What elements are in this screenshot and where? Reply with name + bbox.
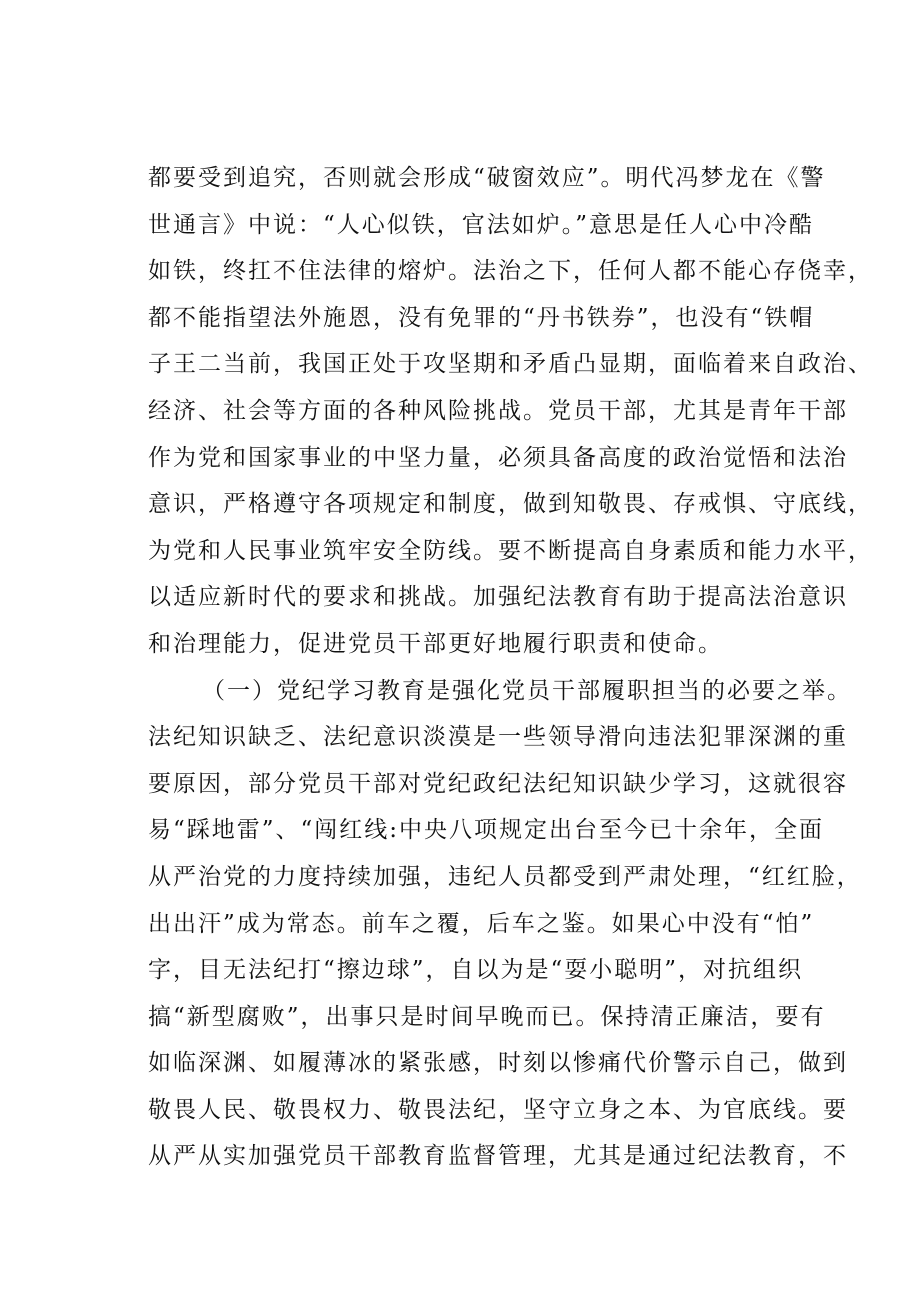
paragraph-1 — [148, 155, 873, 668]
body-text — [148, 155, 873, 1180]
text-line: 从严从实加强党员干部教育监督管理，尤其是通过纪法教育，不 — [148, 1143, 848, 1170]
text-line: 都要受到追究，否则就会形成“破窗效应”。明代冯梦龙在《警 — [148, 165, 826, 191]
text-line: 字，目无法纪打“擦边球”，自以为是“耍小聪明”，对抗组织 — [148, 957, 804, 984]
text-line: 世通言》中说：“人心似铁，官法如炉。”意思是任人心中冷酷 — [148, 211, 815, 238]
section-heading-line: （一）党纪学习教育是强化党员干部履职担当的必要之举。 — [202, 677, 852, 704]
text-line: 子王二当前，我国正处于攻坚期和矛盾凸显期，面临着来自政治、 — [148, 351, 873, 378]
text-line: 敬畏人民、敬畏权力、敬畏法纪，坚守立身之本、为官底线。要 — [148, 1096, 848, 1123]
text-line: 和治理能力，促进党员干部更好地履行职责和使命。 — [148, 630, 723, 657]
text-line: 如铁，终扛不住法律的熔炉。法治之下，任何人都不能心存侥幸， — [148, 258, 873, 285]
text-line: 作为党和国家事业的中坚力量，必须具备高度的政治觉悟和法治 — [148, 444, 848, 471]
text-line: 易“踩地雷”、“闯红线:中央八项规定出台至今已十余年，全面 — [148, 817, 825, 844]
text-line: 要原因，部分党员干部对党纪政纪法纪知识缺少学习，这就很容 — [148, 770, 848, 797]
text-line: 以适应新时代的要求和挑战。加强纪法教育有助于提高法治意识 — [148, 584, 848, 611]
text-line: 出出汗”成为常态。前车之覆，后车之鉴。如果心中没有“怕” — [148, 910, 815, 937]
text-line: 搞“新型腐败”，出事只是时间早晚而已。保持清正廉洁，要有 — [148, 1003, 826, 1030]
text-line: 为党和人民事业筑牢安全防线。要不断提高自身素质和能力水平， — [148, 537, 873, 564]
paragraph-2 — [148, 668, 862, 1181]
text-line: 都不能指望法外施恩，没有免罪的“丹书铁券”，也没有“铁帽 — [148, 304, 815, 331]
text-line: 意识，严格遵守各项规定和制度，做到知敬畏、存戒惧、守底线， — [148, 491, 873, 518]
text-line: 如临深渊、如履薄冰的紧张感，时刻以惨痛代价警示自己，做到 — [148, 1050, 848, 1077]
text-line: 从严治党的力度持续加强，违纪人员都受到严肃处理，“红红脸， — [148, 863, 862, 890]
text-line: 经济、社会等方面的各种风险挑战。党员干部，尤其是青年干部 — [148, 397, 848, 424]
text-line: 法纪知识缺乏、法纪意识淡漠是一些领导滑向违法犯罪深渊的重 — [148, 724, 848, 751]
